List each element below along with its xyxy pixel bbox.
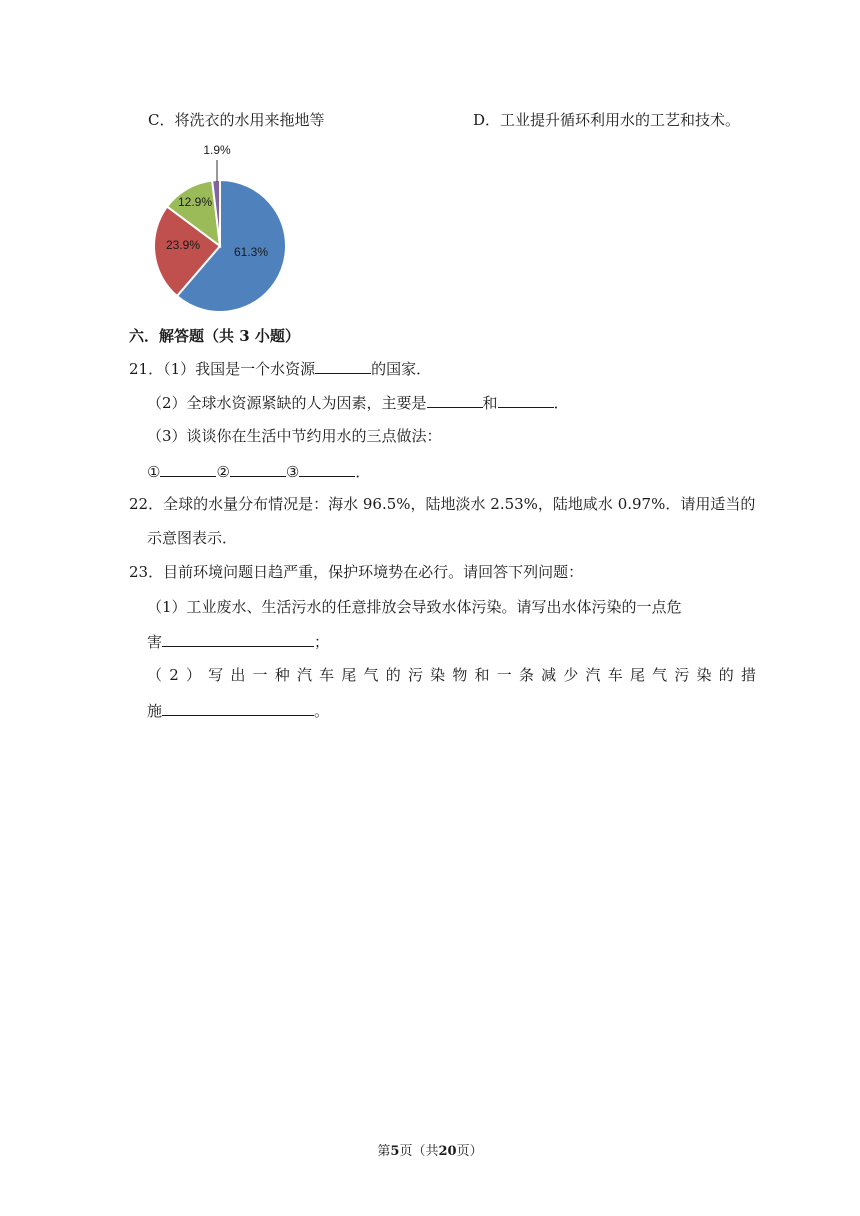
pie-slice-label: 12.9% (177, 195, 213, 209)
q21-part1 (129, 358, 431, 379)
q23-part1-line1: （1）工业废水、生活污水的任意排放会导致水体污染。请写出水体污染的一点危 (147, 598, 682, 616)
q22-line1 (129, 494, 755, 514)
q23-part1-line2 (147, 631, 329, 652)
answer-blank[interactable] (315, 358, 371, 374)
q22-text: 全球的水量分布情况是：海水 96.5%，陆地淡水 2.53%，陆地咸水 0.97%．请用适当的 (163, 495, 756, 513)
q21-part2-end: ． (553, 394, 569, 412)
q21-part3-answers (147, 461, 370, 482)
q21-part1-text: （1）我国是一个水资源 (163, 360, 316, 378)
q21-part2-and: 和 (482, 394, 498, 412)
footer-middle: 页（共 (399, 1144, 439, 1159)
q21-part3-end: ． (355, 463, 371, 481)
option-d: D．工业提升循环利用水的工艺和技术。 (473, 111, 741, 129)
q23-number: 23． (129, 563, 164, 581)
q23-part1-end: ； (314, 633, 330, 651)
q23-part2-line1: （2）写出一种汽车尾气的污染物和一条减少汽车尾气污染的措 (147, 666, 764, 684)
q21-part3: （3）谈谈你在生活中节约用水的三点做法： (147, 427, 442, 445)
option-c: C．将洗衣的水用来拖地等 (148, 111, 325, 129)
section-prefix: 六．解答题（共 (129, 327, 235, 345)
answer-blank[interactable] (162, 700, 314, 716)
section-heading (129, 326, 300, 346)
q23-part1-text: 害 (147, 633, 163, 651)
q23-part2-end: 。 (314, 702, 330, 720)
q23-part2-text: 施 (147, 702, 163, 720)
answer-blank[interactable] (160, 461, 216, 477)
section-count: 3 (239, 327, 250, 345)
answer-blank[interactable] (427, 392, 483, 408)
answer-blank[interactable] (299, 461, 355, 477)
pie-slice-label: 61.3% (233, 245, 269, 259)
section-suffix: 小题） (254, 327, 300, 345)
footer-total-pages: 20 (438, 1144, 457, 1159)
q22-number: 22． (129, 495, 164, 513)
circled-three: ③ (285, 463, 300, 481)
footer-suffix: 页） (456, 1144, 483, 1159)
q22-line2: 示意图表示． (147, 529, 238, 547)
q23-intro-text: 目前环境问题日趋严重，保护环境势在必行。请回答下列问题： (163, 563, 584, 581)
pie-chart (140, 138, 300, 318)
circled-two: ② (216, 463, 230, 481)
pie-slice-label: 23.9% (165, 238, 201, 252)
page-footer (0, 1140, 860, 1159)
pie-slice-label: 1.9% (203, 143, 231, 157)
q21-part1-end: 的国家． (371, 360, 432, 378)
answer-blank[interactable] (162, 631, 314, 647)
q23-part2-line2 (147, 700, 329, 721)
footer-prefix: 第 (377, 1144, 391, 1159)
answer-blank[interactable] (230, 461, 286, 477)
q23-intro (129, 562, 583, 582)
circled-one: ① (147, 463, 161, 481)
q21-part2 (147, 392, 569, 413)
answer-blank[interactable] (498, 392, 554, 408)
q21-part2-text: （2）全球水资源紧缺的人为因素，主要是 (147, 394, 427, 412)
footer-page-number: 5 (390, 1144, 400, 1159)
q21-number: 21． (129, 360, 164, 378)
